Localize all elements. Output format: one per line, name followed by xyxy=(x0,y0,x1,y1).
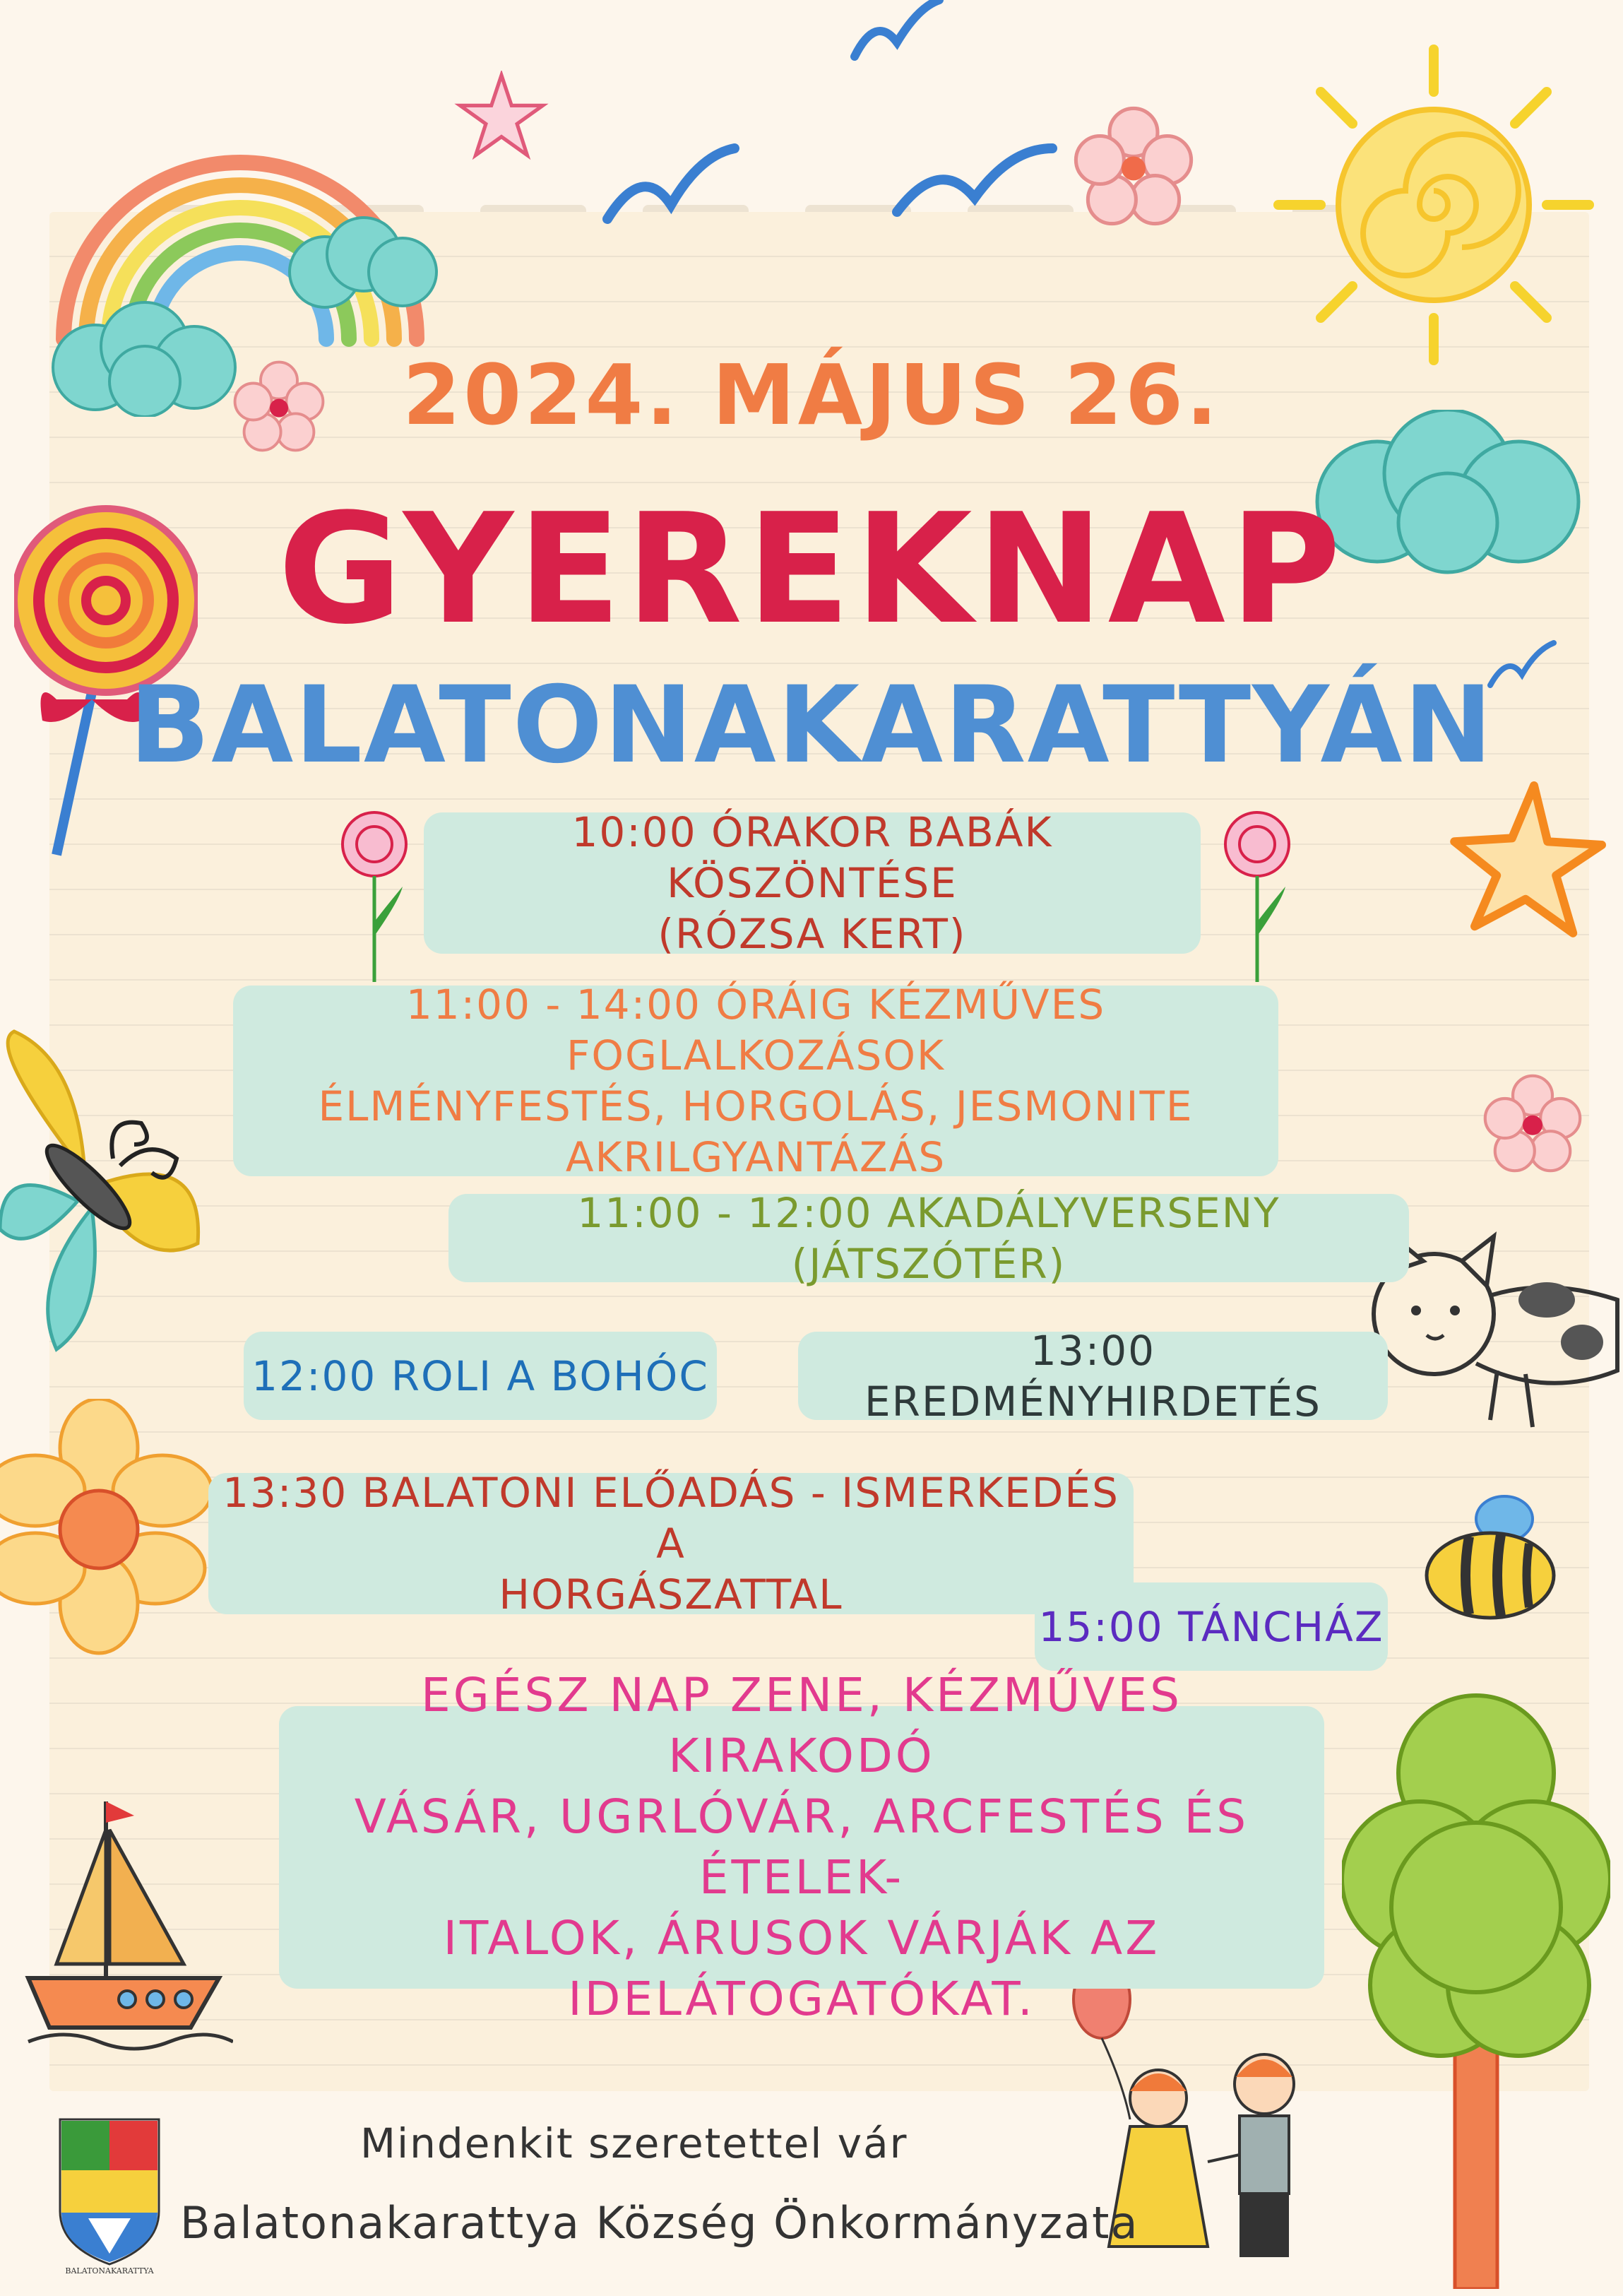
all-day-line: VÁSÁR, UGRLÓVÁR, ARCFESTÉS ÉS ÉTELEK- xyxy=(354,1789,1249,1905)
flower-icon xyxy=(0,1399,212,1717)
program-line: 10:00 ÓRAKOR BABÁK KÖSZÖNTÉSE xyxy=(571,808,1053,907)
all-day-line: IDELÁTOGATÓKAT. xyxy=(568,1972,1035,2026)
program-line: 11:00 - 12:00 AKADÁLYVERSENY (JÁTSZÓTÉR) xyxy=(577,1188,1280,1288)
sun-icon xyxy=(1257,35,1610,374)
program-item-babies xyxy=(424,808,1201,958)
bird-icon xyxy=(890,134,1059,226)
rose-icon xyxy=(1218,809,1296,986)
butterfly-icon xyxy=(0,1017,212,1356)
bird-icon xyxy=(600,141,742,233)
star-icon xyxy=(452,71,551,162)
program-item-obstacle-race xyxy=(448,1188,1409,1288)
program-line: 15:00 TÁNCHÁZ xyxy=(1038,1602,1384,1651)
tree-icon xyxy=(1342,1681,1610,2289)
program-line: ÉLMÉNYFESTÉS, HORGOLÁS, JESMONITE xyxy=(318,1082,1194,1130)
flower-icon xyxy=(1074,106,1194,226)
crest-text: BALATONAKARATTYA xyxy=(65,2266,154,2275)
program-item-dance xyxy=(1035,1582,1388,1671)
bee-icon xyxy=(1420,1491,1561,1625)
bird-icon xyxy=(848,0,946,64)
program-item-crafts xyxy=(233,981,1278,1181)
program-item-results xyxy=(798,1326,1388,1426)
program-line: 13:00 EREDMÉNYHIRDETÉS xyxy=(864,1326,1321,1426)
all-day-program xyxy=(279,1668,1324,2026)
program-line: HORGÁSZATTAL xyxy=(499,1570,843,1619)
all-day-line: ITALOK, ÁRUSOK VÁRJÁK AZ xyxy=(443,1911,1160,1965)
footer-invite: Mindenkit szeretettel vár xyxy=(360,2119,908,2167)
event-title: GYEREKNAP xyxy=(278,480,1345,658)
program-line: AKRILGYANTÁZÁS xyxy=(565,1133,946,1181)
program-item-clown xyxy=(244,1332,717,1420)
footer-organizer: Balatonakarattya Község Önkormányzata xyxy=(180,2197,1139,2249)
event-date: 2024. MÁJUS 26. xyxy=(403,346,1220,444)
flower-icon xyxy=(1483,1074,1582,1173)
rose-icon xyxy=(335,809,413,986)
star-icon xyxy=(1441,770,1610,954)
program-line: (RÓZSA KERT) xyxy=(658,910,967,958)
program-line: 13:30 BALATONI ELŐADÁS - ISMERKEDÉS A xyxy=(222,1469,1119,1568)
cloud-icon xyxy=(275,212,445,318)
program-line: 11:00 - 14:00 ÓRÁIG KÉZMŰVES FOGLALKOZÁSOK xyxy=(405,981,1106,1079)
event-place: BALATONAKARATTYÁN xyxy=(129,664,1494,787)
boat-icon xyxy=(21,1794,233,2063)
all-day-line: EGÉSZ NAP ZENE, KÉZMŰVES KIRAKODÓ xyxy=(420,1668,1183,1783)
program-line: 12:00 ROLI A BOHÓC xyxy=(251,1351,709,1400)
crest-icon xyxy=(53,2112,166,2275)
program-item-lecture xyxy=(208,1469,1134,1619)
